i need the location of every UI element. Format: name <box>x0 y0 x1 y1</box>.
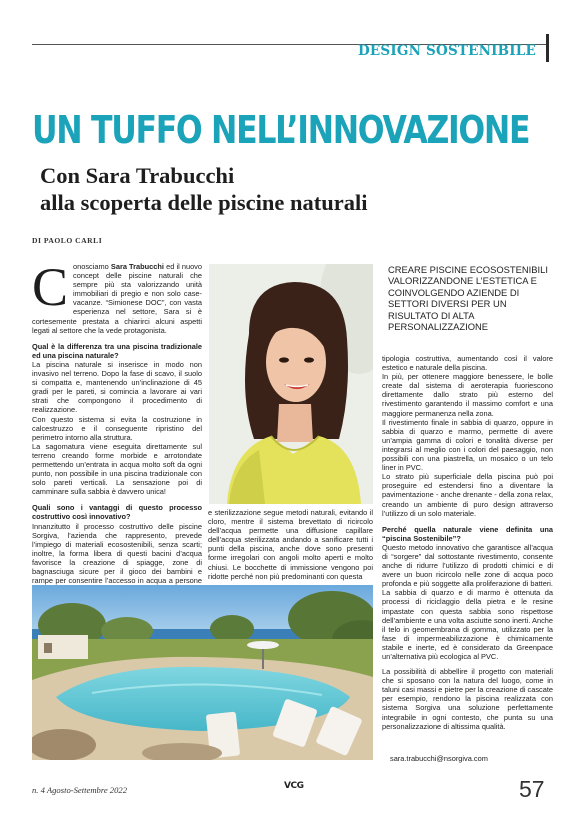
answer-1-paragraph: Con questo sistema si evita la costruzione in calcestruzzo e il conseguente ripristino del perimetro intorno alla struttura. <box>32 414 202 442</box>
magazine-logo: VCG <box>284 781 304 791</box>
subtitle <box>40 162 367 216</box>
page-number: 57 <box>519 776 545 802</box>
portrait-illustration <box>209 264 373 504</box>
section-label: DESIGN SOSTENIBILE <box>358 43 536 59</box>
column-2-text <box>208 508 373 581</box>
subtitle-line-2: alla scoperta delle piscine naturali <box>40 190 368 215</box>
drop-cap: C <box>32 257 69 317</box>
interviewee-name: Sara Trabucchi <box>110 262 164 271</box>
column-1 <box>32 257 202 594</box>
byline: DI PAOLO CARLI <box>32 236 103 245</box>
top-corner-bar <box>546 34 549 62</box>
answer-2-paragraph: Innanzitutto il processo costruttivo delle piscine Sorgiva, l’azienda che rappresento, prevede l’impiego di materiali ecosostenibili, senza scarti; inoltre, la forma libera di questi bacini d’acqua favorisce la creazione di spiagge, zone di bagnasciuga sicure per il gioco dei bambini e rampe per consentire l’accesso in acqua a persone <box>32 521 202 586</box>
contact-email[interactable]: sara.trabucchi@nsorgiva.com <box>390 754 488 763</box>
question-2: Quali sono i vantaggi di questo processo costruttivo così innovativo? <box>32 503 202 522</box>
subtitle-line-1: Con Sara Trabucchi <box>40 163 235 188</box>
question-1: Qual è la differenza tra una piscina tradizionale ed una piscina naturale? <box>32 341 202 360</box>
column-3 <box>382 354 553 731</box>
issue-info: n. 4 Agosto-Settembre 2022 <box>32 785 127 795</box>
headline: UN TUFFO NELL’INNOVAZIONE <box>32 108 530 152</box>
portrait-photo <box>209 264 373 504</box>
pool-photo <box>32 585 373 760</box>
column-3-paragraph: Il rivestimento finale in sabbia di quarzo, oppure in sabbia di quarzo e marmo, permette di avere un’ampia gamma di colori e tonalità diverse per integrarsi al meglio con i colori del paesaggio, non possibili con una piastrella, un mosaico o un telo liner in PVC. <box>382 417 553 473</box>
answer-1-paragraph: La piscina naturale si inserisce in modo non invasivo nel terreno. Dopo la fase di scavo, il suolo si compatta e, mantenendo un’inclinazione di 45 gradi per le pareti, si comincia a lavorare ai vari strati che compongono il procedimento di realizzazione. <box>32 359 202 415</box>
column-3-paragraph: Lo strato più superficiale della piscina può poi proseguire ed estendersi fino a diventare la pavimentazione - anche drenante - della zona relax, creando un ambiente di puro design attraverso l’utilizzo di un solo materiale. <box>382 472 553 518</box>
pull-quote: CREARE PISCINE ECOSOSTENIBILI VALORIZZANDONE L’ESTETICA E COINVOLGENDO AZIENDE DI SETTORI DIVERSI PER UN RISULTATO DI ALTA PERSONALIZZAZIONE <box>388 264 548 333</box>
column-3-paragraph: tipologia costruttiva, aumentando così il valore estetico e naturale della piscina. <box>382 354 553 373</box>
intro-paragraph: Conosciamo Sara Trabucchi ed il nuovo concept delle piscine naturali che sempre più sta valorizzando unità immobiliari di pregio e non solo case-vacanze. “Simionese DOC”, con vasta esperienza nel settore, Sara si è cortesemente prestata a chiarirci alcuni aspetti legati al settore che la vede protagonista. <box>32 257 202 335</box>
question-3: Perché quella naturale viene definita una “piscina Sostenibile”? <box>382 524 553 543</box>
answer-1-paragraph: La sagomatura viene eseguita direttamente sul terreno creando forme morbide e arrotondate permettendo un’entrata in acqua molto soft da ogni punto, non possibile in una piscina tradizionale con solo pareti verticali. La sensazione poi di camminare sulla sabbia è davvero unica! <box>32 441 202 497</box>
answer-3-paragraph: Questo metodo innovativo che garantisce all’acqua di “sorgere” dal sottostante rivestimento, consente anche di ridurre l’utilizzo di prodotti chimici e di avere un buon ricircolo nelle zone di acqua poco profonda e più soggette alla proliferazione di batteri. La sabbia di quarzo e di marmo è ottenuta da processi di riciclaggio della pietra e le resine impastate con questa sabbia sono rispettose dell’ambiente e una volta asciutte sono inerti. Anche il telo in geomembrana di gomma, utilizzato per la fase di impermeabilizzazione è chimicamente stabile e inerte, ed è considerato da Greenpace un’alternativa più ecologica al PVC. <box>382 542 553 661</box>
continued-paragraph: e sterilizzazione segue metodi naturali, evitando il cloro, mentre il sistema brevettato di ricircolo dell’acqua permette una diffusione capillare dell’acqua sterilizzata andando a sanificare tutti i punti della piscina, anche dove sono presenti forme irregolari con angoli molto aperti e molto chiusi. Le bocchette di immissione vengono poi ridotte perché non più predominanti con questa <box>208 508 373 581</box>
pool-illustration <box>32 585 373 760</box>
column-3-paragraph: In più, per ottenere maggiore benessere, le bolle create dal sistema di aeroterapia fuoriescono direttamente dallo strato più esterno del rivestimento garantendo il massimo comfort e una maggiore permanenza nella zona. <box>382 372 553 418</box>
answer-3-paragraph: La possibilità di abbellire il progetto con materiali che si sposano con la natura del luogo, come in taluni casi massi e pietre per la creazione di cascate per esempio, rendono la piscina realizzata con sistema Sorgiva una soluzione perfettamente integrabile in ogni contesto, che punta su una personalizzazione di altissima qualità. <box>382 667 553 731</box>
